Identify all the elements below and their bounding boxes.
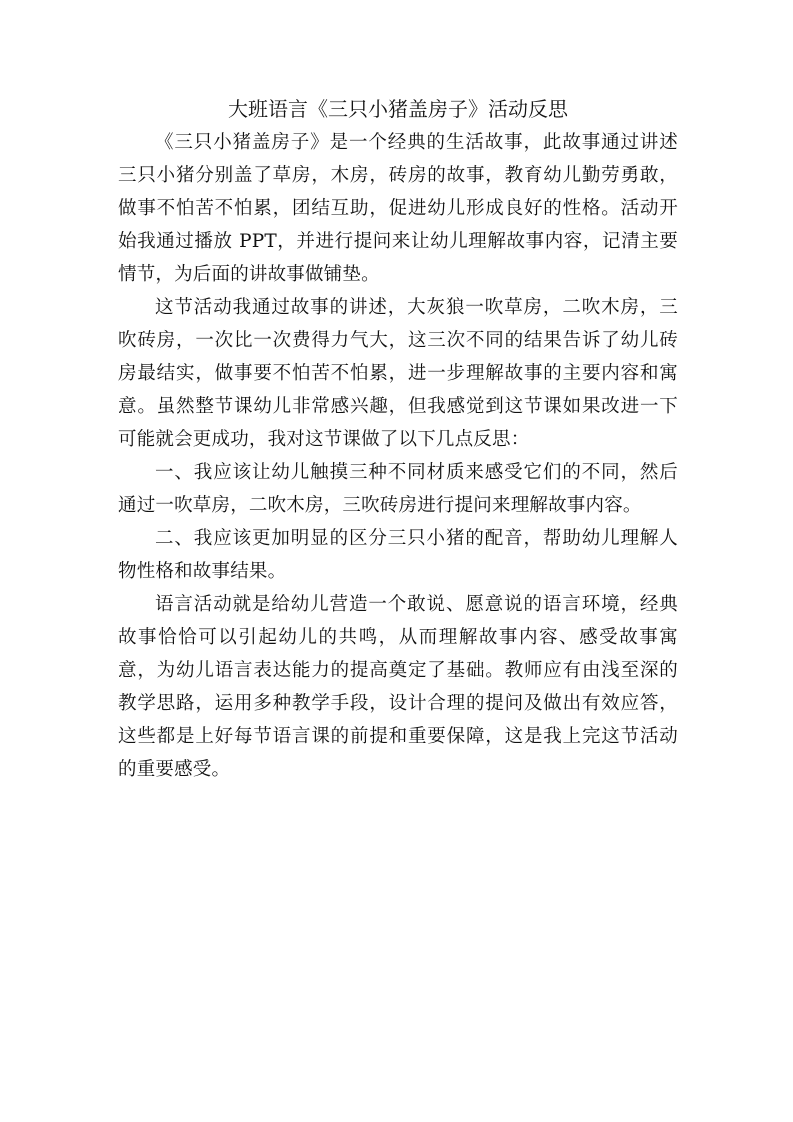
paragraph-activity: 这节活动我通过故事的讲述，大灰狼一吹草房，二吹木房，三吹砖房，一次比一次费得力气大，这三次不同的结果告诉了幼儿砖房最结实，做事要不怕苦不怕累，进一步理解故事的主要内容和寓意。虽然整节课幼儿非常感兴趣，但我感觉到这节课如果改进一下可能就会更成功，我对这节课做了以下几点反思： [118,297,678,450]
paragraph-reflection-1: 一、我应该让幼儿触摸三种不同材质来感受它们的不同，然后通过一吹草房，二吹木房，三吹砖房进行提问来理解故事内容。 [118,462,678,516]
document-page [118,94,678,786]
document-title: 大班语言《三只小猪盖房子》活动反思 [228,97,568,121]
paragraph-reflection-2: 二、我应该更加明显的区分三只小猪的配音，帮助幼儿理解人物性格和故事结果。 [118,528,678,582]
paragraph-conclusion: 语言活动就是给幼儿营造一个敢说、愿意说的语言环境，经典故事恰恰可以引起幼儿的共鸣，从而理解故事内容、感受故事寓意，为幼儿语言表达能力的提高奠定了基础。教师应有由浅至深的教学思路，运用多种教学手段，设计合理的提问及做出有效应答，这些都是上好每节语言课的前提和重要保障，这是我上完这节活动的重要感受。 [118,594,678,780]
paragraph-intro: 《三只小猪盖房子》是一个经典的生活故事，此故事通过讲述三只小猪分别盖了草房，木房，砖房的故事，教育幼儿勤劳勇敢，做事不怕苦不怕累，团结互助，促进幼儿形成良好的性格。活动开始我通过播放 PPT，并进行提问来让幼儿理解故事内容，记清主要情节，为后面的讲故事做铺垫。 [118,132,678,285]
